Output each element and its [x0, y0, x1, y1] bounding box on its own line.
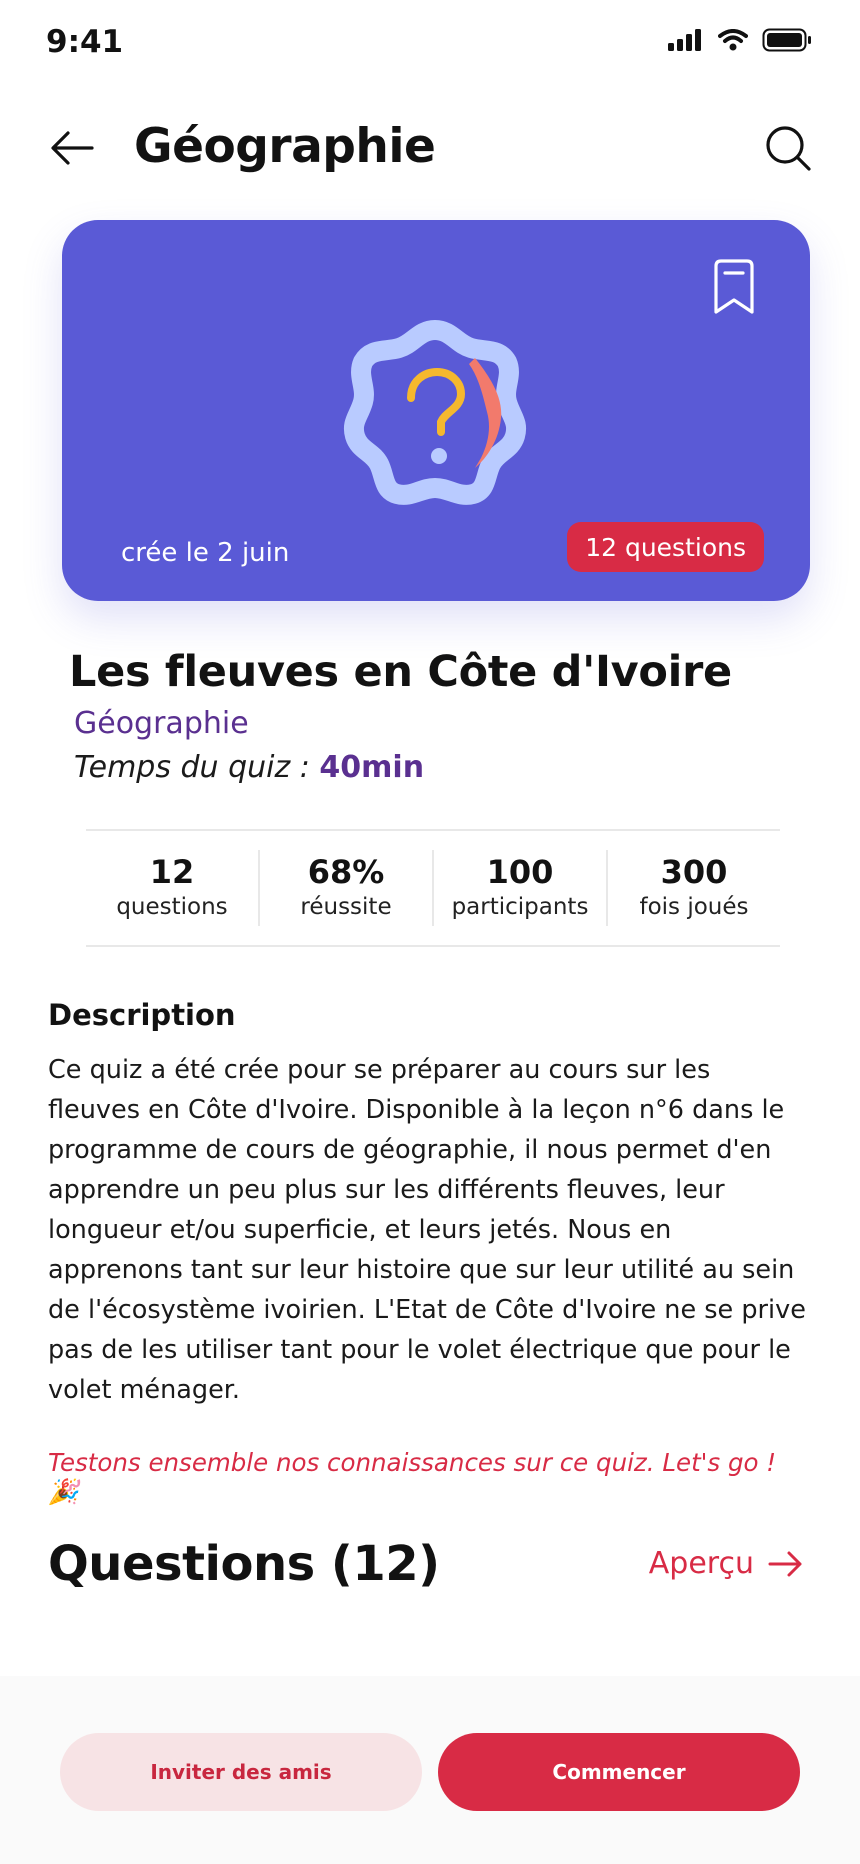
quiz-duration-value: 40min	[319, 750, 425, 785]
question-count-badge: 12 questions	[567, 522, 764, 572]
bookmark-icon[interactable]	[710, 258, 758, 316]
status-time: 9:41	[46, 24, 124, 60]
preview-link[interactable]	[649, 1546, 804, 1581]
quiz-duration	[74, 750, 424, 785]
stat-label: questions	[116, 894, 228, 920]
quiz-category[interactable]: Géographie	[74, 706, 249, 741]
stat-participants	[434, 850, 608, 926]
stat-label: réussite	[300, 894, 392, 920]
created-date: crée le 2 juin	[121, 538, 290, 568]
start-button[interactable]: Commencer	[438, 1733, 800, 1811]
arrow-right-icon	[768, 1550, 804, 1578]
battery-icon	[762, 28, 812, 52]
stat-label: participants	[451, 894, 589, 920]
quiz-title: Les fleuves en Côte d'Ivoire	[69, 647, 732, 697]
search-icon[interactable]	[764, 124, 812, 172]
stat-success	[260, 850, 434, 926]
status-icons	[668, 28, 812, 52]
description-text: Ce quiz a été crée pour se préparer au cours sur les fleuves en Côte d'Ivoire. Disponible à la leçon n°6 dans le programme de cours de géographie, il nous permet d'en apprendre un peu plus sur les différents fleuves, leur longueur et/ou superficie, et leurs jetés. Nous en apprenons tant sur leur histoire que sur leur utilité au sein de l'écosystème ivoirien. L'Etat de Côte d'Ivoire ne se prive pas de les utiliser tant pour le volet électrique que pour le volet ménager.	[48, 1055, 806, 1405]
arrow-left-icon[interactable]	[48, 128, 96, 168]
quiz-hero-card	[62, 220, 810, 601]
signal-icon	[668, 29, 704, 51]
stat-value: 12	[149, 853, 195, 891]
stat-value: 100	[486, 853, 554, 891]
description-heading: Description	[48, 998, 236, 1032]
quiz-duration-label: Temps du quiz :	[74, 750, 320, 785]
wifi-icon	[718, 29, 748, 51]
bottom-action-bar	[0, 1676, 860, 1864]
questions-heading: Questions (12)	[48, 1536, 440, 1592]
invite-friends-button[interactable]: Inviter des amis	[60, 1733, 422, 1811]
stat-plays	[608, 850, 780, 926]
description-cta: Testons ensemble nos connaissances sur ce quiz. Let's go ! 🎉	[48, 1448, 777, 1506]
stat-questions	[86, 850, 260, 926]
stat-label: fois joués	[639, 894, 749, 920]
stat-value: 300	[660, 853, 728, 891]
quiz-stats	[86, 829, 780, 947]
stat-value: 68%	[307, 853, 385, 891]
question-badge-icon	[341, 318, 529, 506]
preview-label: Aperçu	[648, 1546, 754, 1581]
page-title: Géographie	[134, 119, 436, 174]
